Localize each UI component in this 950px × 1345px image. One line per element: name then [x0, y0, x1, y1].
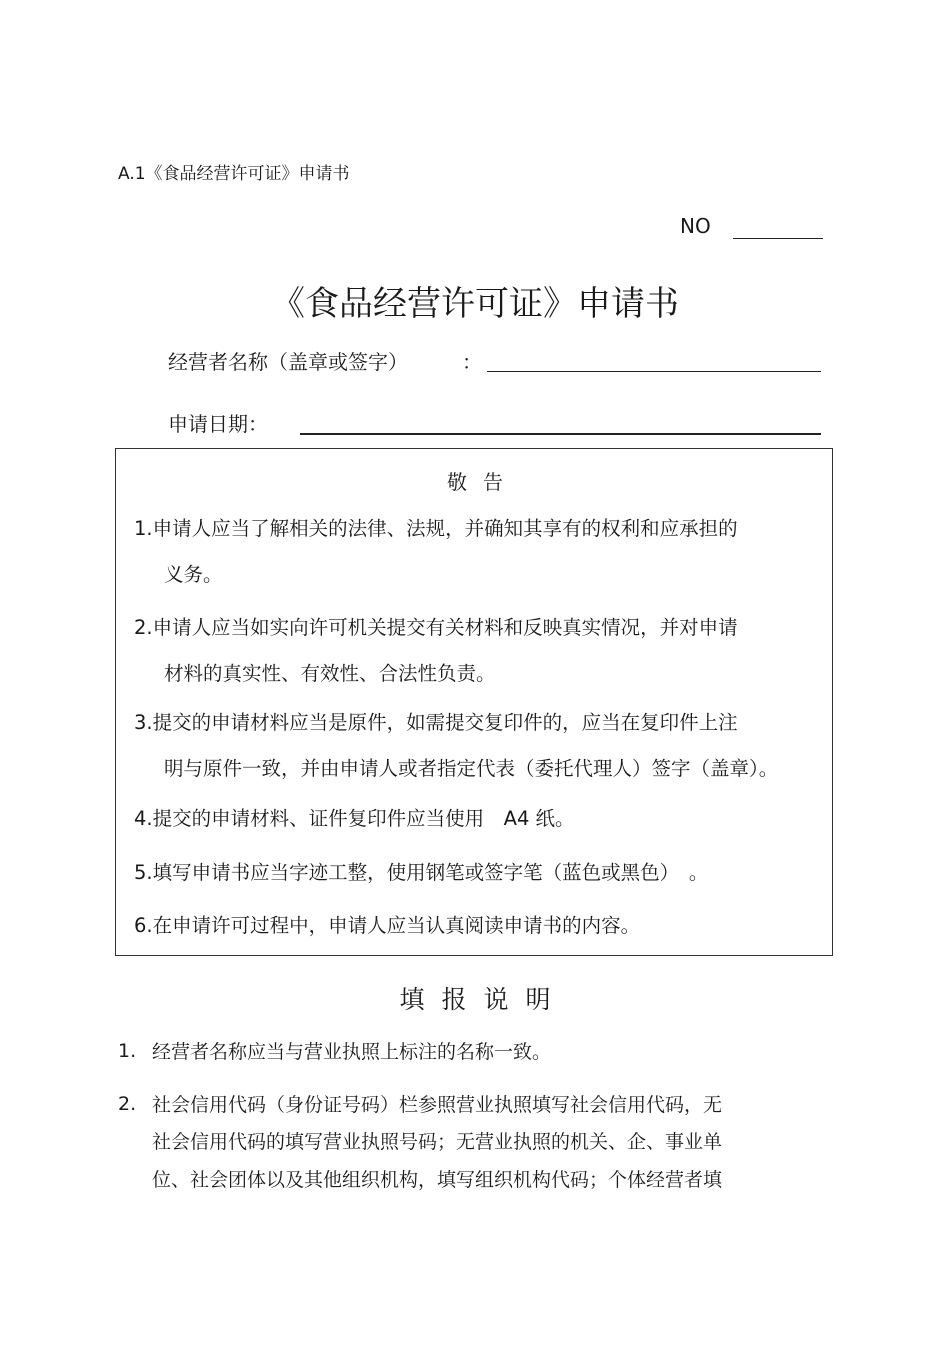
notice-title: 敬告: [447, 470, 519, 494]
instruction-item-text: 社会信用代码（身份证号码）栏参照营业执照填写社会信用代码，无: [152, 1094, 723, 1116]
notice-item-text: 在申请许可过程中，申请人应当认真阅读申请书的内容。: [152, 914, 641, 937]
notice-item-text: 明与原件一致，并由申请人或者指定代表（委托代理人）签字（盖章）。: [164, 757, 779, 780]
notice-item-number: 6.: [134, 914, 153, 937]
notice-item-text: 义务。: [164, 563, 223, 586]
notice-item-text: 申请人应当了解相关的法律、法规，并确知其享有的权利和应承担的: [152, 517, 738, 540]
notice-item-text: 申请人应当如实向许可机关提交有关材料和反映真实情况，并对申请: [152, 616, 738, 639]
instruction-item-text: 经营者名称应当与营业执照上标注的名称一致。: [152, 1041, 552, 1063]
notice-item-text: 填写申请书应当字迹工整，使用钢笔或签字笔（蓝色或黑色） 。: [152, 861, 709, 884]
notice-item: [134, 700, 778, 792]
notice-item-text: 材料的真实性、有效性、合法性负责。: [164, 662, 496, 685]
notice-item-number: 4.: [134, 807, 153, 830]
notice-item-number: 1.: [134, 517, 153, 540]
apply-date-field[interactable]: [300, 433, 821, 435]
doc-number-field[interactable]: [733, 238, 823, 239]
operator-name-colon: ：: [462, 350, 482, 374]
instruction-item-text: 位、社会团体以及其他组织机构，填写组织机构代码；个体经营者填: [152, 1169, 723, 1191]
instruction-item-number: 2.: [118, 1093, 137, 1115]
notice-item-text: 提交的申请材料、证件复印件应当使用 A4 纸。: [152, 807, 575, 830]
notice-item-number: 3.: [134, 711, 153, 734]
notice-item: [134, 506, 738, 598]
notice-item: [134, 605, 738, 697]
operator-name-field[interactable]: [487, 371, 821, 372]
instruction-item-number: 1.: [118, 1040, 137, 1062]
header-label: A.1《食品经营许可证》申请书: [118, 164, 350, 184]
page-title: 《食品经营许可证》申请书: [271, 284, 679, 324]
operator-name-label: 经营者名称（盖章或签字）: [168, 350, 408, 374]
notice-item-number: 2.: [134, 616, 153, 639]
notice-item: [134, 796, 575, 842]
notice-item: [134, 903, 640, 949]
notice-item: [134, 850, 708, 896]
apply-date-label: 申请日期：: [168, 412, 268, 436]
instructions-title: 填报说明: [399, 985, 568, 1014]
notice-item-text: 提交的申请材料应当是原件，如需提交复印件的，应当在复印件上注: [152, 711, 738, 734]
instruction-item-text: 社会信用代码的填写营业执照号码；无营业执照的机关、企、事业单: [152, 1131, 723, 1153]
notice-item-number: 5.: [134, 861, 153, 884]
doc-number-label: NO: [680, 214, 711, 238]
notice-box: [115, 448, 833, 956]
